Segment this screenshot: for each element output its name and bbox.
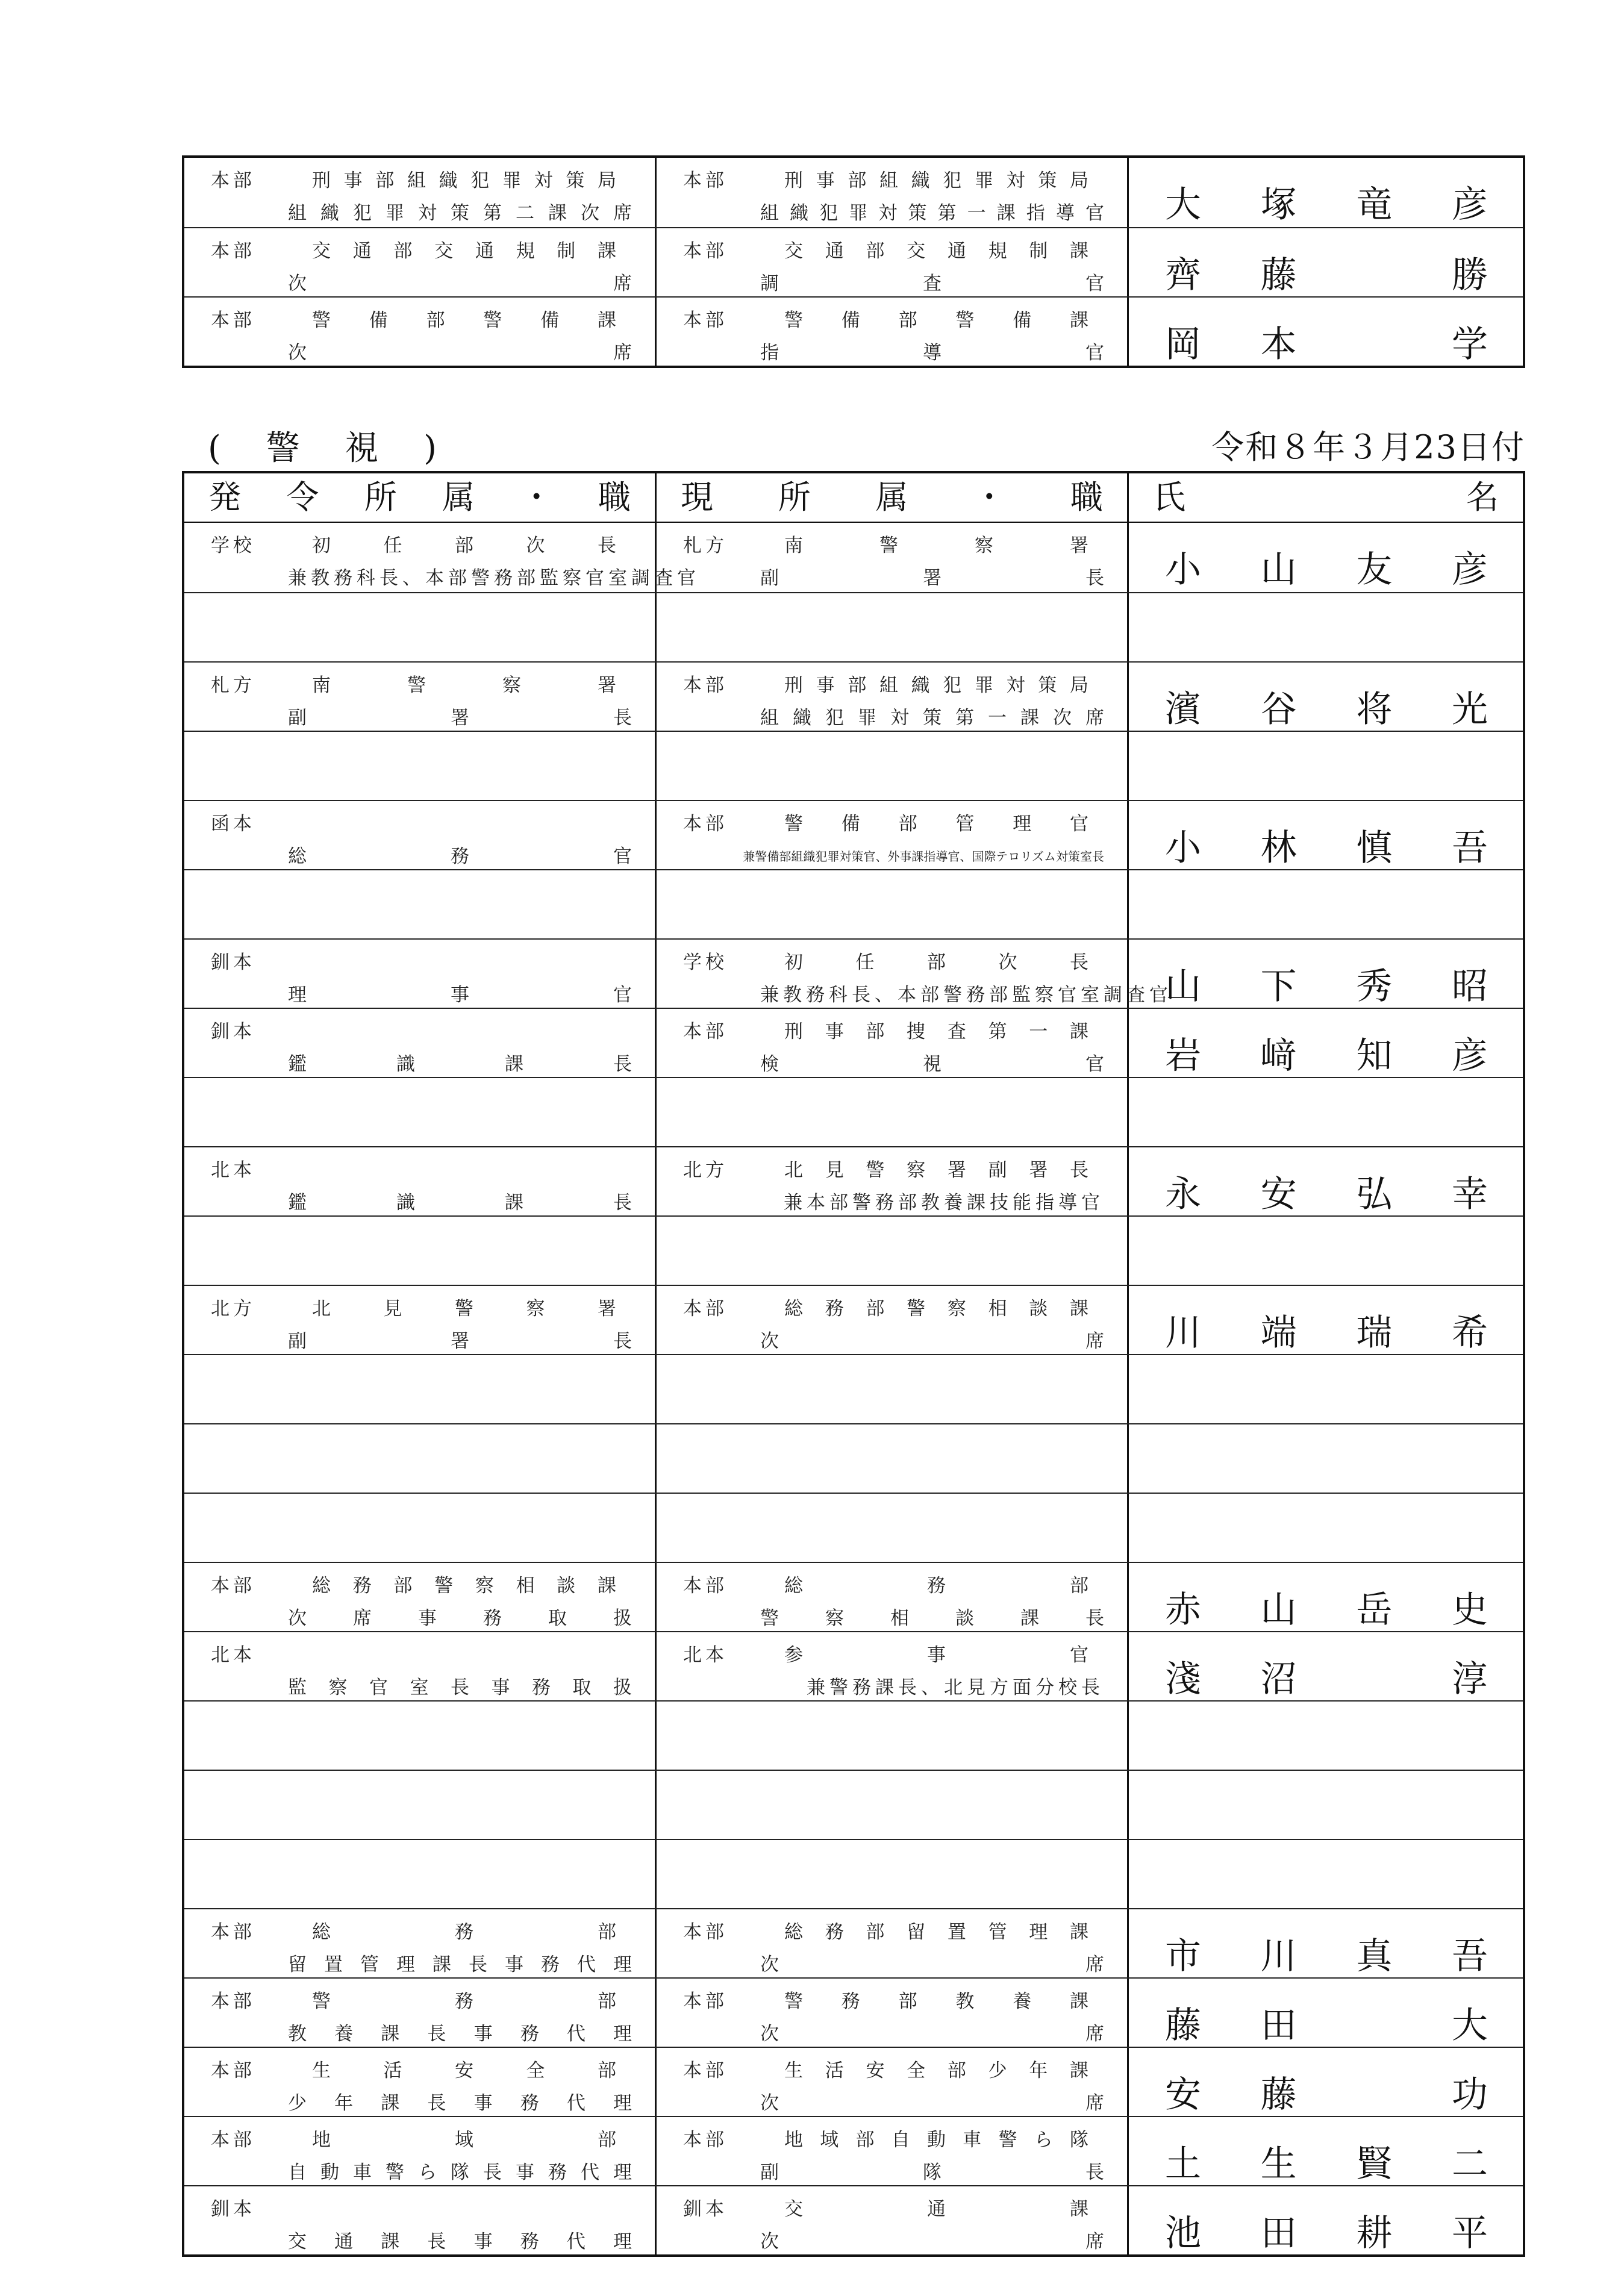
officer-name: 淺沼 淳 [1165,1658,1488,1700]
new-post-department: 初任部次長 [312,535,616,557]
new-post-title: 次席 [288,273,632,295]
new-post-unit: 北本 [211,1159,255,1181]
current-post-cell [657,1632,1129,1700]
name-cell [1129,1355,1523,1423]
table-header-row [184,473,1523,523]
current-post-cell [657,523,1129,592]
officer-name: 永安弘幸 [1165,1173,1488,1215]
name-cell [1129,1702,1523,1770]
new-post-department: 刑事部組織犯罪対策局 [312,170,616,192]
new-post-title: 理事官 [288,984,632,1006]
new-post-unit: 函本 [211,813,255,835]
current-post-unit: 本部 [683,1021,728,1043]
officer-name: 濱谷将光 [1165,688,1488,731]
table-row [184,1354,1523,1423]
new-post-cell [184,1632,657,1700]
current-post-cell [657,1494,1129,1562]
name-cell [1129,298,1523,366]
new-post-cell [184,1771,657,1839]
name-cell [1129,1424,1523,1493]
officer-name: 安藤 功 [1165,2074,1488,2116]
name-cell [1129,228,1523,296]
table-row [184,2185,1523,2254]
table-row [184,1215,1523,1285]
new-post-cell [184,1424,657,1493]
current-post-cell [657,2048,1129,2116]
name-cell [1129,593,1523,661]
current-post-unit: 本部 [683,1991,728,2012]
table-row [184,1077,1523,1146]
name-cell [1129,1078,1523,1146]
table-row [184,661,1523,731]
current-post-unit: 本部 [683,2060,728,2082]
name-cell [1129,1494,1523,1562]
new-post-cell [184,1702,657,1770]
new-post-cell [184,1840,657,1908]
current-post-title: 次席 [760,1330,1104,1352]
new-post-cell [184,801,657,869]
officer-name: 岩﨑知彦 [1165,1035,1488,1077]
header-name-label: 氏名 [1153,478,1499,516]
table-row [184,1493,1523,1562]
header-name [1129,473,1523,522]
table-row [184,227,1523,296]
current-post-cell [657,2186,1129,2254]
new-post-cell [184,1355,657,1423]
new-post-title: 兼教務科長、本部警務部監察官室調査官 [288,567,700,589]
current-post-title: 次席 [760,2231,1104,2253]
new-post-unit: 本部 [211,1575,255,1597]
current-post-cell [657,1771,1129,1839]
name-cell [1129,1009,1523,1077]
new-post-unit: 本部 [211,310,255,331]
new-post-title: 監察官室長事務取扱 [288,1677,632,1699]
new-post-unit: 本部 [211,1991,255,2012]
new-post-department: 警務部 [312,1991,616,2012]
new-post-title: 教養課長事務代理 [288,2023,632,2045]
new-post-cell [184,940,657,1008]
current-post-cell [657,1424,1129,1493]
current-post-department: 総務部 [784,1575,1088,1597]
current-post-unit: 学校 [683,952,728,973]
new-post-department: 北見警察署 [312,1298,616,1320]
current-post-cell [657,158,1129,227]
new-post-cell [184,158,657,227]
current-post-department: 南警察署 [784,535,1088,557]
officer-name: 土生賢二 [1165,2143,1488,2185]
current-post-title: 次席 [760,1954,1104,1976]
new-post-cell [184,1217,657,1285]
current-post-department: 刑事部組織犯罪対策局 [784,675,1088,696]
new-post-unit: 釧本 [211,952,255,973]
officer-name: 大塚竜彦 [1165,184,1488,226]
current-post-unit: 北本 [683,1644,728,1666]
table-row [184,296,1523,366]
current-post-title: 警察相談課長 [760,1608,1104,1629]
current-post-cell [657,732,1129,800]
table-row [184,1631,1523,1700]
current-post-cell [657,1840,1129,1908]
current-post-title: 副署長 [760,567,1104,589]
new-post-department: 警備部警備課 [312,310,616,331]
name-cell [1129,870,1523,938]
officer-name: 市川真吾 [1165,1935,1488,1977]
current-post-cell [657,1979,1129,2047]
current-post-cell [657,1286,1129,1354]
new-post-title: 副署長 [288,707,632,729]
name-cell [1129,2048,1523,2116]
current-post-unit: 本部 [683,813,728,835]
new-post-cell [184,2048,657,2116]
new-post-title: 組織犯罪対策第二課次席 [288,202,632,224]
officer-name: 岡本 学 [1165,323,1488,366]
current-post-department: 地域部自動車警ら隊 [784,2129,1088,2151]
name-cell [1129,1217,1523,1285]
current-post-cell [657,298,1129,366]
officer-name: 小林慎吾 [1165,827,1488,869]
new-post-department: 総務部警察相談課 [312,1575,616,1597]
current-post-department: 総務部留置管理課 [784,1921,1088,1943]
name-cell [1129,1147,1523,1215]
new-post-cell [184,228,657,296]
new-post-title: 次席 [288,342,632,364]
table-row [184,1008,1523,1077]
current-post-unit: 本部 [683,310,728,331]
current-post-cell [657,1147,1129,1215]
new-post-title: 次席事務取扱 [288,1608,632,1629]
current-post-cell [657,1217,1129,1285]
new-post-unit: 札方 [211,675,255,696]
new-post-cell [184,593,657,661]
table-row [184,938,1523,1008]
new-post-unit: 本部 [211,2060,255,2082]
current-post-cell [657,870,1129,938]
officer-name: 山下秀昭 [1165,966,1488,1008]
current-post-title: 組織犯罪対策第一課次席 [760,707,1104,729]
new-post-department: 総務部 [312,1921,616,1943]
new-post-title: 総務官 [288,846,632,867]
current-post-cell [657,940,1172,1008]
new-post-title: 副署長 [288,1330,632,1352]
new-post-title: 少年課長事務代理 [288,2092,632,2114]
new-post-unit: 本部 [211,170,255,192]
current-post-unit: 本部 [683,240,728,262]
header-current-post-label: 現所属・職 [681,478,1103,516]
new-post-cell [184,1909,657,1977]
new-post-cell [184,1563,657,1631]
new-post-title: 交通課長事務代理 [288,2231,632,2253]
current-post-cell [657,2117,1129,2185]
name-cell [1129,2186,1523,2254]
officer-name: 川端瑞希 [1165,1312,1488,1354]
current-post-cell [657,663,1129,731]
name-cell [1129,2117,1523,2185]
current-post-cell [657,228,1129,296]
current-post-title: 副隊長 [760,2162,1104,2183]
name-cell [1129,801,1523,869]
current-post-unit: 北方 [683,1159,728,1181]
current-post-cell [657,1355,1129,1423]
current-post-unit: 釧本 [683,2198,728,2220]
table-row [184,1562,1523,1631]
officer-name: 小山友彦 [1165,549,1488,591]
new-post-title: 自動車警ら隊長事務代理 [288,2162,632,2183]
current-post-department: 交通部交通規制課 [784,240,1088,262]
table-row [184,1839,1523,1908]
table-row [184,731,1523,800]
new-post-cell [184,663,657,731]
current-post-department: 刑事部捜査第一課 [784,1021,1088,1043]
current-post-unit: 本部 [683,1921,728,1943]
table-row [184,800,1523,869]
new-post-unit: 北本 [211,1644,255,1666]
officer-name: 赤山岳史 [1165,1589,1488,1631]
personnel-assignments-table [182,471,1525,2257]
current-post-department: 参事官 [784,1644,1088,1666]
current-post-cell [657,1702,1129,1770]
current-post-department: 刑事部組織犯罪対策局 [784,170,1088,192]
current-post-title: 指導官 [760,342,1104,364]
new-post-department: 地域部 [312,2129,616,2151]
table-row [184,1423,1523,1493]
new-post-unit: 本部 [211,240,255,262]
new-post-cell [184,732,657,800]
new-post-unit: 本部 [211,2129,255,2151]
table-row [184,592,1523,661]
name-cell [1129,1632,1523,1700]
new-post-title: 鑑識課長 [288,1053,632,1075]
current-post-department: 北見警察署副署長 [784,1159,1088,1181]
new-post-cell [184,2186,657,2254]
table-row [184,2116,1523,2185]
current-post-cell [657,1909,1129,1977]
new-post-cell [184,1147,657,1215]
new-post-cell [184,870,657,938]
current-post-title: 調査官 [760,273,1104,295]
current-post-title: 次席 [760,2092,1104,2114]
table-row [184,869,1523,938]
current-post-title: 組織犯罪対策第一課指導官 [760,202,1104,224]
current-post-cell [657,1009,1129,1077]
header-new-post-label: 発令所属・職 [208,478,631,516]
new-post-cell [184,1078,657,1146]
current-post-cell [657,801,1129,869]
current-post-title: 検視官 [760,1053,1104,1075]
name-cell [1129,663,1523,731]
new-post-cell [184,1286,657,1354]
header-new-post [184,473,657,522]
current-post-unit: 本部 [683,1298,728,1320]
name-cell [1129,1979,1523,2047]
current-post-unit: 本部 [683,2129,728,2151]
current-post-unit: 本部 [683,675,728,696]
current-post-title: 次席 [760,2023,1104,2045]
current-post-title: 兼警務課長、北見方面分校長 [807,1677,1104,1699]
current-post-department: 初任部次長 [784,952,1088,973]
current-post-department: 生活安全部少年課 [784,2060,1088,2082]
current-post-unit: 本部 [683,170,728,192]
current-post-unit: 本部 [683,1575,728,1597]
new-post-cell [184,1494,657,1562]
current-post-title: 兼本部警務部教養課技能指導官 [784,1192,1104,1214]
current-post-department: 総務部警察相談課 [784,1298,1088,1320]
current-post-department: 警務部教養課 [784,1991,1088,2012]
current-post-department: 警備部管理官 [784,813,1088,835]
table-row [184,1770,1523,1839]
name-cell [1129,732,1523,800]
new-post-cell [184,1979,657,2047]
new-post-cell [184,2117,657,2185]
new-post-title: 留置管理課長事務代理 [288,1954,632,1976]
current-post-cell [657,1078,1129,1146]
new-post-unit: 釧本 [211,2198,255,2220]
new-post-cell [184,1009,657,1077]
new-post-department: 南警察署 [312,675,616,696]
new-post-unit: 学校 [211,535,255,557]
new-post-cell [184,298,657,366]
table-row [184,158,1523,227]
prior-assignments-table [182,155,1525,368]
new-post-unit: 北方 [211,1298,255,1320]
table-row [184,1146,1523,1215]
header-current-post [657,473,1129,522]
current-post-unit: 札方 [683,535,728,557]
current-post-cell [657,1563,1129,1631]
name-cell [1129,523,1523,592]
name-cell [1129,1909,1523,1977]
current-post-title: 兼教務科長、本部警務部監察官室調査官 [760,984,1172,1006]
new-post-unit: 釧本 [211,1021,255,1043]
new-post-title: 鑑識課長 [288,1192,632,1214]
officer-name: 齊藤 勝 [1165,254,1488,296]
table-row [184,1908,1523,1977]
section-rank-label: (警視) [208,429,437,468]
officer-name: 藤田 大 [1165,2004,1488,2047]
table-row [184,2047,1523,2116]
table-row [184,1285,1523,1354]
name-cell [1129,940,1523,1008]
table-row [184,523,1523,592]
new-post-department: 生活安全部 [312,2060,616,2082]
name-cell [1129,158,1523,227]
name-cell [1129,1840,1523,1908]
current-post-department: 交通課 [784,2198,1088,2220]
name-cell [1129,1563,1523,1631]
new-post-unit: 本部 [211,1921,255,1943]
name-cell [1129,1286,1523,1354]
current-post-title: 兼警備部組織犯罪対策官、外事課指導官、国際テロリズム対策室長 [743,849,1104,864]
new-post-department: 交通部交通規制課 [312,240,616,262]
effective-date: 令和８年３月23日付 [1211,428,1525,466]
name-cell [1129,1771,1523,1839]
new-post-cell [184,523,700,592]
current-post-cell [657,593,1129,661]
table-row [184,1700,1523,1770]
table-row [184,1977,1523,2047]
current-post-department: 警備部警備課 [784,310,1088,331]
officer-name: 池田耕平 [1165,2212,1488,2254]
